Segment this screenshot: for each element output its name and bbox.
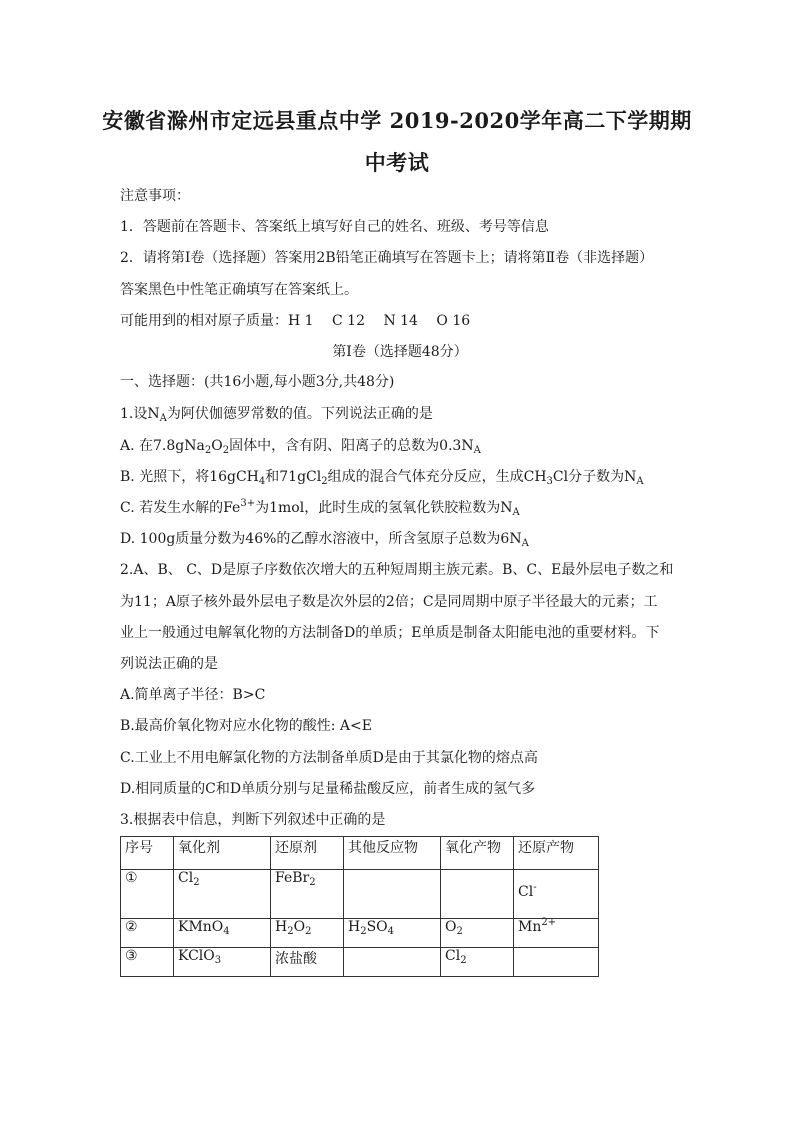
notice-heading: 注意事项：: [120, 188, 190, 204]
question-2-stem-line-2: 为11；A原子核外最外层电子数是次外层的2倍；C是同周期中原子半径最大的元素；工: [120, 594, 658, 610]
table-cell-oxidant: KMnO$_4$: [174, 919, 271, 948]
table-cell-reductant: 浓盐酸: [271, 948, 344, 977]
question-1-option-d: D. 100g质量分数为46%的乙醇水溶液中，所含氢原子总数为$6N_A$: [120, 531, 529, 549]
table-cell-reduction-product: Cl-: [514, 870, 599, 919]
table-cell-oxidation-product: $O_2$: [441, 919, 514, 948]
question-1-option-a: A. 在$7.8gNa_2O_2$固体中，含有阴、阳离子的总数为$0.3N_A$: [120, 438, 481, 456]
section-title: 第Ⅰ卷（选择题48分）: [332, 344, 468, 360]
notice-item-1: 1．答题前在答题卡、答案纸上填写好自己的姓名、班级、考号等信息: [120, 219, 549, 235]
question-1-stem: 1.设$N_A$为阿伏伽德罗常数的值。下列说法正确的是: [120, 406, 433, 424]
table-cell-oxidation-product: $Cl_2$: [441, 948, 514, 977]
table-cell-reductant: FeBr$_2$: [271, 870, 344, 919]
question-2-option-d: D.相同质量的C和D单质分别与足量稀盐酸反应，前者生成的氢气多: [120, 781, 536, 797]
question-3-stem: 3.根据表中信息，判断下列叙述中正确的是: [120, 812, 386, 828]
table-cell-other: $H_2SO_4$: [344, 919, 441, 948]
table-row: [121, 919, 599, 948]
table-header-cell: 氧化剂: [174, 837, 271, 870]
notice-item-2-continued: 答案黑色中性笔正确填写在答案纸上。: [120, 282, 358, 298]
table-cell-reductant: $H_2O_2$: [271, 919, 344, 948]
notice-item-2: 2．请将第Ⅰ卷（选择题）答案用2B铅笔正确填写在答题卡上；请将第Ⅱ卷（非选择题）: [120, 250, 654, 266]
part-heading: 一、选择题：(共16小题,每小题3分,共48分): [120, 374, 395, 390]
page-title-line-2: 中考试: [364, 150, 430, 175]
table-row: [121, 948, 599, 977]
table-header-cell: 序号: [121, 837, 174, 870]
table-cell-oxidant: $Cl_2$: [174, 870, 271, 919]
question-2-stem-line-4: 列说法正确的是: [120, 656, 218, 672]
question-2-option-b: B.最高价氧化物对应水化物的酸性: A<E: [120, 718, 372, 734]
table-header-row: [121, 837, 599, 870]
table-cell-reduction-product: [514, 948, 599, 977]
table-cell-oxidant: KClO$_3$: [174, 948, 271, 977]
table-cell-number: ①: [121, 870, 174, 919]
table-cell-reduction-product: $Mn^{2+}$: [514, 919, 599, 948]
question-2-stem-line-1: 2.A、B、 C、D是原子序数依次增大的五种短周期主族元素。B、C、E最外层电子数之和: [120, 562, 674, 578]
table-header-cell: 还原剂: [271, 837, 344, 870]
atomic-mass-line: 可能用到的相对原子质量：H 1 C 12 N 14 O 16: [120, 313, 471, 329]
question-1-option-c: C. 若发生水解的$Fe^{3+}$为1mol，此时生成的氢氧化铁胶粒数为$N_A$: [120, 498, 520, 518]
page-title-line-1: 安徽省滁州市定远县重点中学 2019-2020学年高二下学期期: [102, 108, 692, 133]
table-header-cell: 还原产物: [514, 837, 599, 870]
table-cell-oxidation-product: [441, 870, 514, 919]
question-2-option-a: A.简单离子半径：B>C: [120, 687, 266, 703]
table-cell-number: ②: [121, 919, 174, 948]
table-row: [121, 870, 599, 919]
table-cell-other: [344, 948, 441, 977]
question-2-stem-line-3: 业上一般通过电解氧化物的方法制备D的单质；E单质是制备太阳能电池的重要材料。下: [120, 625, 660, 641]
table-cell-number: ③: [121, 948, 174, 977]
reaction-table: [120, 836, 599, 977]
question-1-option-b: B. 光照下，将16gCH$_4$和71gCl$_2$组成的混合气体充分反应，生成$CH_3Cl$分子数为$N_A$: [120, 469, 644, 487]
table-header-cell: 其他反应物: [344, 837, 441, 870]
question-2-option-c: C.工业上不用电解氯化物的方法制备单质D是由于其氯化物的熔点高: [120, 750, 538, 766]
table-header-cell: 氧化产物: [441, 837, 514, 870]
table-cell-other: [344, 870, 441, 919]
